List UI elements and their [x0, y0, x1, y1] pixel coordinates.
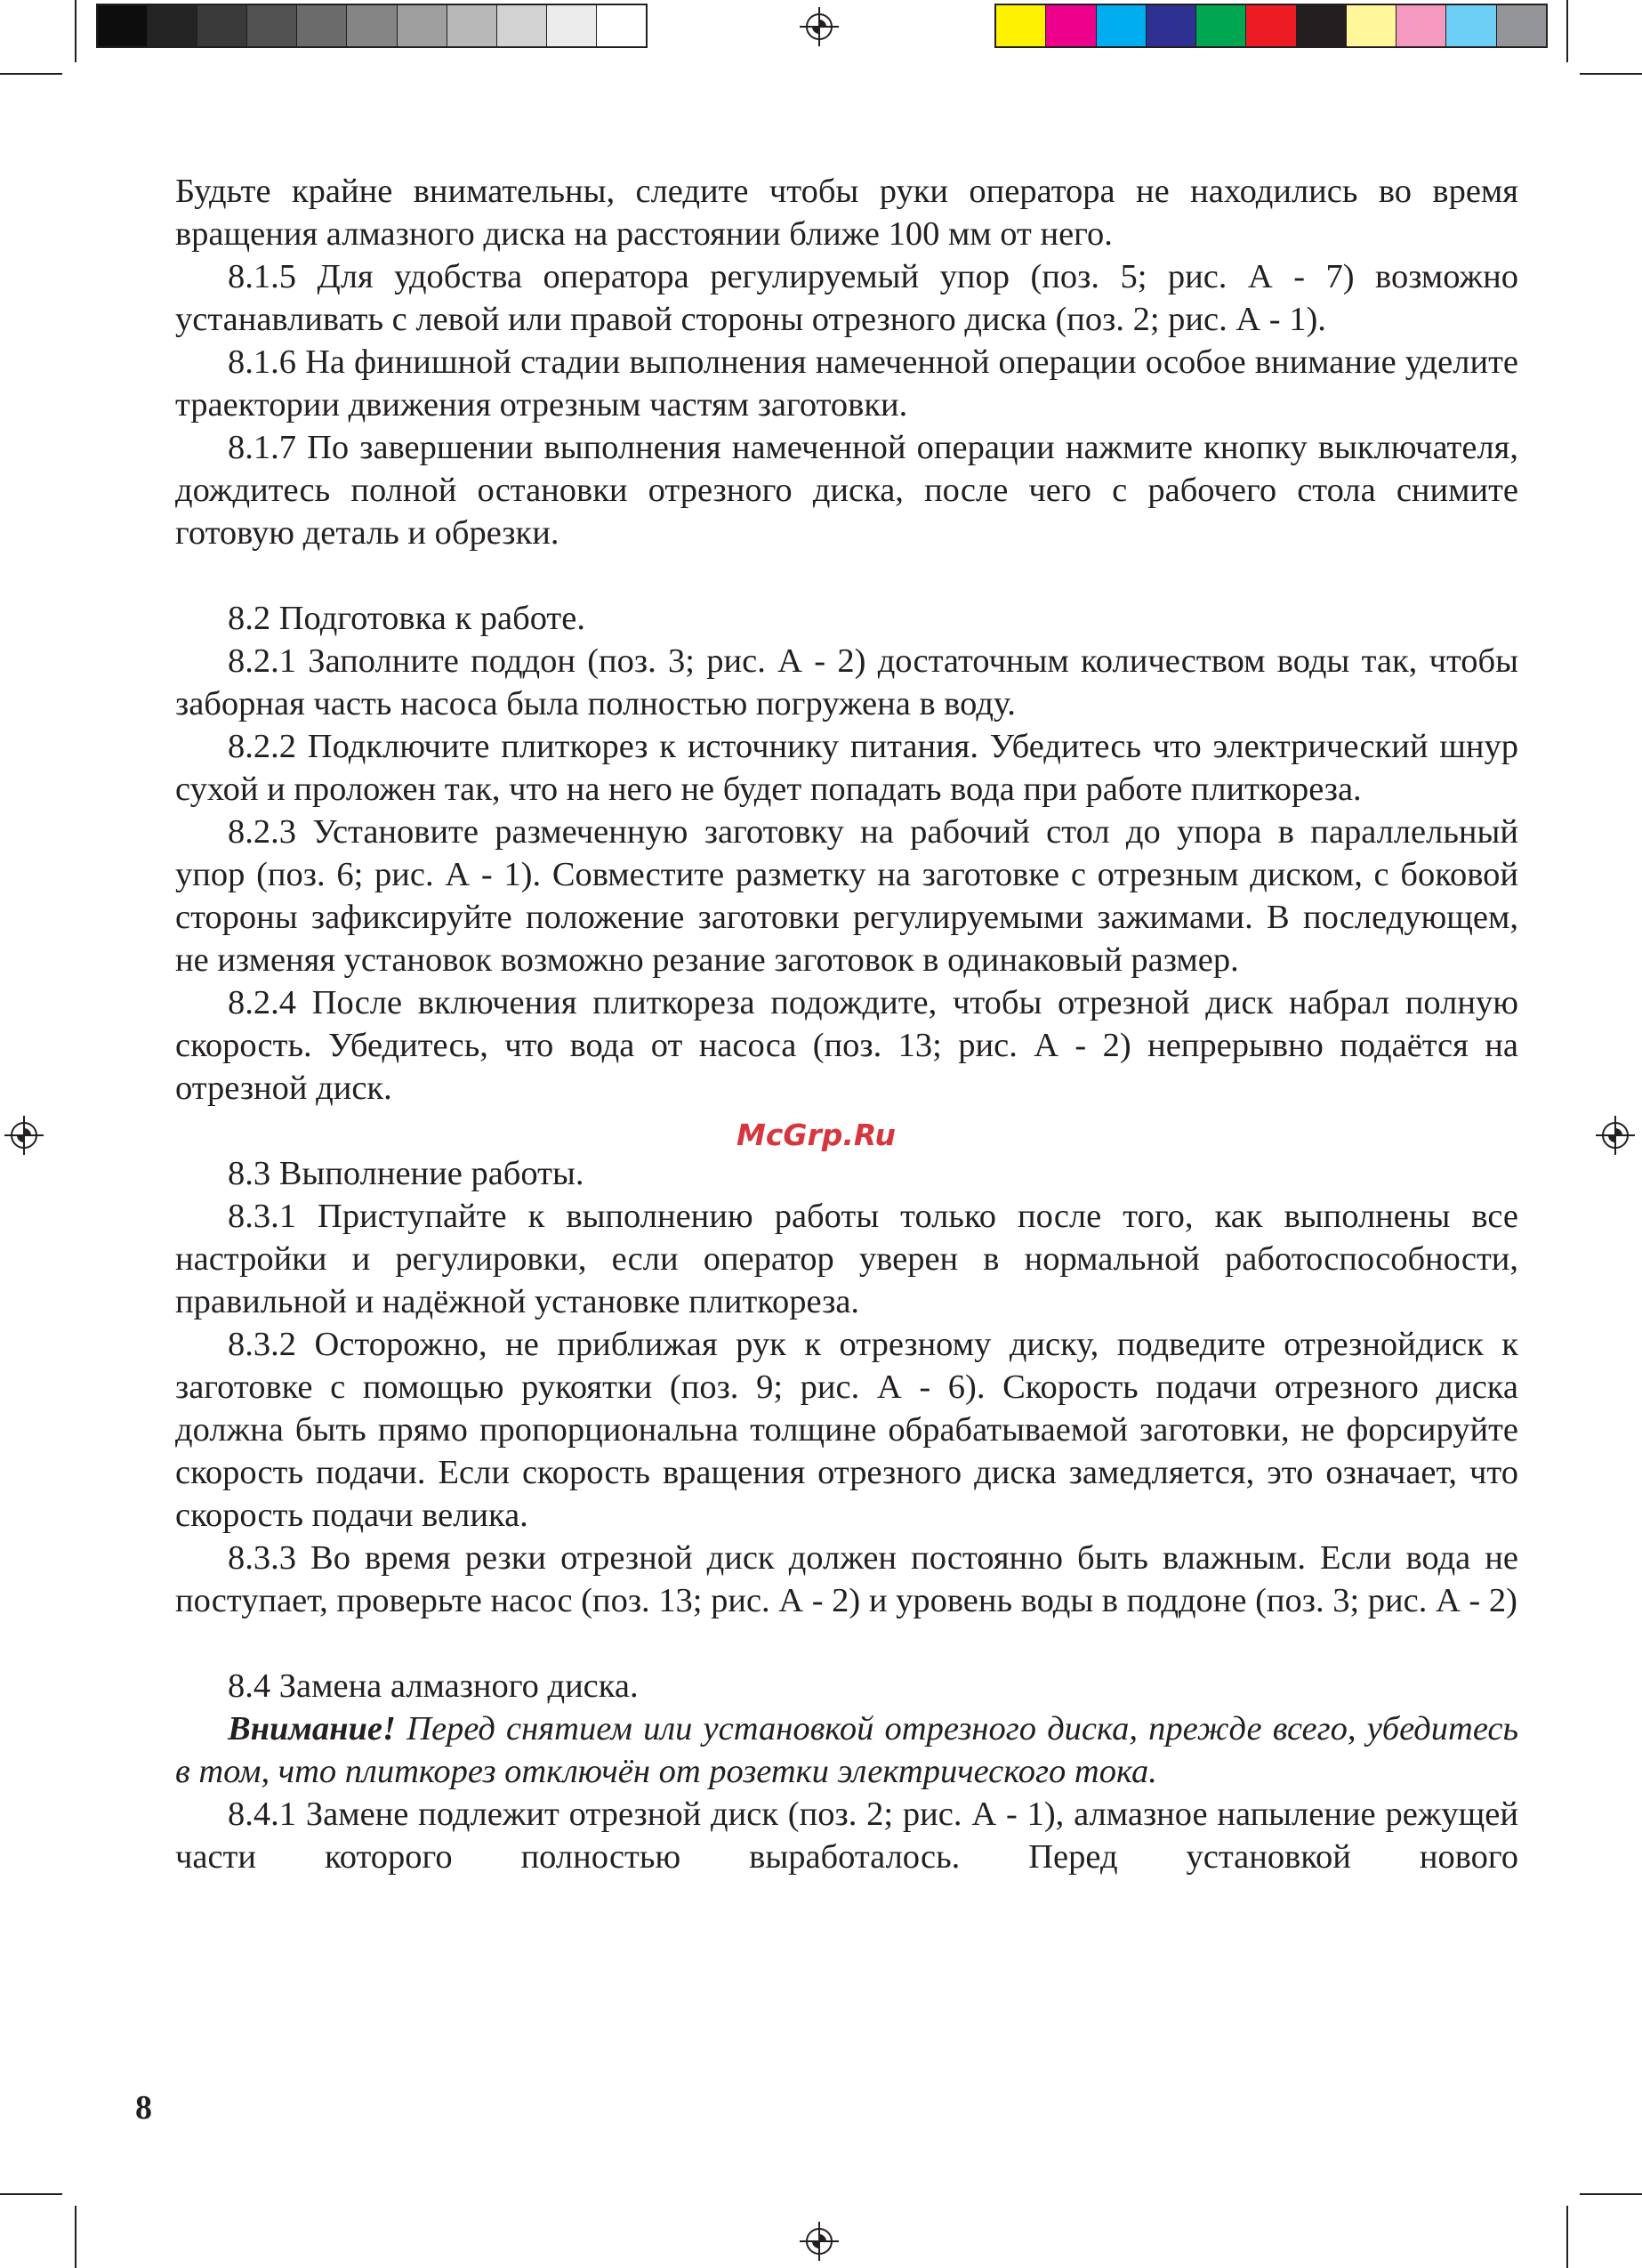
color-swatch [1497, 5, 1546, 46]
watermark: McGrp.Ru [736, 1118, 897, 1152]
color-swatch [996, 5, 1046, 46]
gray-swatch [197, 5, 247, 46]
registration-mark-icon [800, 7, 839, 46]
crop-mark [1566, 0, 1568, 62]
paragraph-8-2-3: 8.2.3 Установите размеченную заготовку на рабочий стол до упора в параллельный упор (поз. 6; рис. А - 1). Совместите разметку на заготовке с отрезным диском, с боковой стороны зафиксируйте положение заготовки регулируемыми зажимами. В последующем, не изменяя установок возможно резание заготовок в одинаковый размер. [175, 813, 1518, 979]
gray-swatch [247, 5, 297, 46]
paragraph-8-1-6: 8.1.6 На финишной стадии выполнения намеченной операции особое внимание уделите траектории движения отрезным частям заготовки. [175, 343, 1518, 424]
color-swatch [1046, 5, 1096, 46]
gray-swatch [597, 5, 646, 46]
paragraph-8-2-4: 8.2.4 После включения плиткореза подождите, чтобы отрезной диск набрал полную скорость. Убедитесь, что вода от насоса (поз. 13; рис. А - 2) непрерывно подаётся на отрезной диск. [175, 984, 1518, 1107]
color-swatch [1446, 5, 1496, 46]
gray-swatch [547, 5, 597, 46]
paragraph-8-3-3: 8.3.3 Во время резки отрезной диск должен постоянно быть влажным. Если вода не поступает, проверьте насос (поз. 13; рис. А - 2) и уровень воды в поддоне (поз. 3; рис. А - 2) [175, 1539, 1518, 1619]
color-swatch [1297, 5, 1347, 46]
color-swatch [1147, 5, 1196, 46]
page-body [175, 170, 1518, 1878]
paragraph-8-2-2: 8.2.2 Подключите плиткорез к источнику питания. Убедитесь что электрический шнур сухой и проложен так, что на него не будет попадать вода при работе плиткореза. [175, 728, 1518, 808]
paragraph-8-3-2: 8.3.2 Осторожно, не приближая рук к отрезному диску, подведите отрезнойдиск к заготовке с помощью рукоятки (поз. 9; рис. А - 6). Скорость подачи отрезного диска должна быть прямо пропорциональна толщине обрабатываемой заготовки, не форсируйте скорость подачи. Если скорость вращения отрезного диска замедляется, это означает, что скорость подачи велика. [175, 1326, 1518, 1534]
crop-mark [0, 73, 62, 75]
crop-mark [1580, 2193, 1642, 2195]
gray-swatch [297, 5, 347, 46]
paragraph-8-3-1: 8.3.1 Приступайте к выполнению работы только после того, как выполнены все настройки и регулировки, если оператор уверен в нормальной работоспособности, правильной и надёжной установке плиткореза. [175, 1198, 1518, 1320]
gray-swatch [148, 5, 197, 46]
section-heading-8-2: 8.2 Подготовка к работе. [228, 600, 585, 637]
paragraph-8-1-7: 8.1.7 По завершении выполнения намеченной операции нажмите кнопку выключателя, дождитесь полной остановки отрезного диска, после чего с рабочего стола снимите готовую деталь и обрезки. [175, 429, 1518, 552]
gray-swatch [98, 5, 148, 46]
process-color-bar [994, 4, 1548, 48]
warning-title: Внимание! [228, 1710, 396, 1747]
paragraph-8-2-1: 8.2.1 Заполните поддон (поз. 3; рис. А - 2) достаточным количеством воды так, чтобы заборная часть насоса была полностью погружена в воду. [175, 642, 1518, 722]
crop-mark [75, 2206, 76, 2268]
crop-mark [1566, 2206, 1568, 2268]
color-swatch [1097, 5, 1147, 46]
registration-mark-icon [4, 1116, 44, 1155]
registration-mark-icon [800, 2222, 839, 2261]
section-heading-8-4: 8.4 Замена алмазного диска. [228, 1667, 639, 1705]
gray-swatch [347, 5, 397, 46]
color-swatch [1246, 5, 1296, 46]
grayscale-color-bar [96, 4, 648, 48]
color-swatch [1196, 5, 1246, 46]
paragraph-8-4-1: 8.4.1 Замене подлежит отрезной диск (поз. 2; рис. А - 1), алмазное напыление режущей части которого полностью выработалось. Перед установкой нового [175, 1796, 1518, 1876]
crop-mark [75, 0, 76, 62]
paragraph: Будьте крайне внимательны, следите чтобы руки оператора не находились во время вращения алмазного диска на расстоянии ближе 100 мм от него. [175, 173, 1518, 253]
crop-mark [1580, 73, 1642, 75]
color-swatch [1397, 5, 1446, 46]
gray-swatch [497, 5, 547, 46]
registration-mark-icon [1596, 1116, 1635, 1155]
gray-swatch [398, 5, 447, 46]
color-swatch [1347, 5, 1397, 46]
page-number: 8 [135, 2089, 152, 2127]
gray-swatch [447, 5, 497, 46]
crop-mark [0, 2193, 62, 2195]
section-heading-8-3: 8.3 Выполнение работы. [228, 1155, 584, 1192]
warning-text: Перед снятием или установкой отрезного диска, прежде всего, убедитесь в том, что плиткорез отключён от розетки электрического тока. [175, 1710, 1519, 1790]
paragraph-8-1-5: 8.1.5 Для удобства оператора регулируемый упор (поз. 5; рис. А - 7) возможно устанавливать с левой или правой стороны отрезного диска (поз. 2; рис. А - 1). [175, 258, 1518, 338]
warning-paragraph [175, 1707, 1518, 1793]
